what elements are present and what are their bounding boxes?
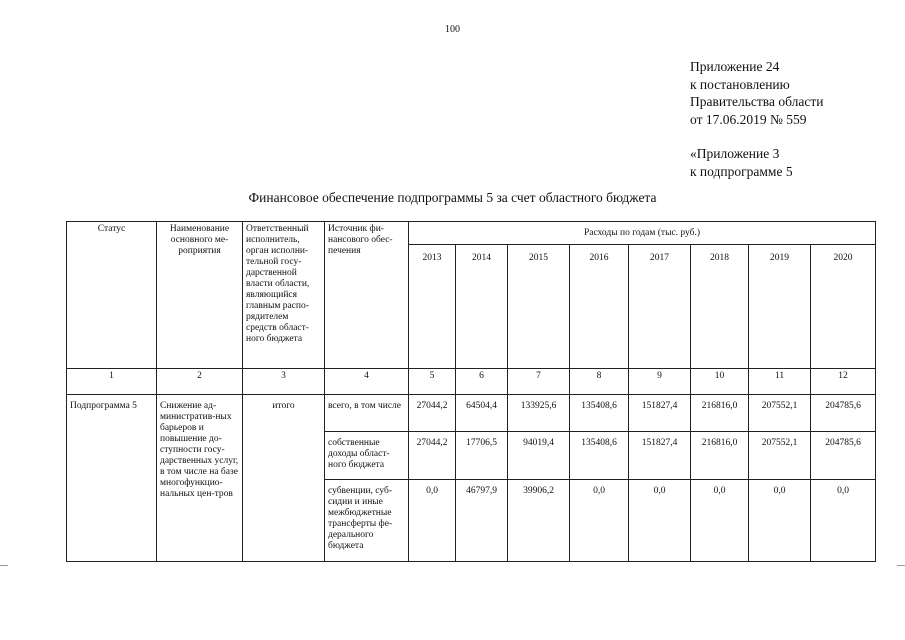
value-cell: 0,0 <box>811 480 876 562</box>
value-cell: 94019,4 <box>508 432 570 480</box>
header-source: Источник фи-нансового обес-печения <box>325 222 409 369</box>
value-cell: 204785,6 <box>811 432 876 480</box>
document-title: Финансовое обеспечение подпрограммы 5 за счет областного бюджета <box>248 190 657 205</box>
budget-table <box>66 221 876 562</box>
value-cell: 207552,1 <box>749 432 811 480</box>
header-year: 2018 <box>691 245 749 369</box>
index-cell: 7 <box>508 369 570 395</box>
value-cell: 0,0 <box>749 480 811 562</box>
annex-sub-line: «Приложение 3 <box>690 146 780 161</box>
header-year: 2014 <box>456 245 508 369</box>
table-row <box>67 395 876 432</box>
index-cell: 12 <box>811 369 876 395</box>
value-cell: 204785,6 <box>811 395 876 432</box>
value-cell: 39906,2 <box>508 480 570 562</box>
annex-line: от 17.06.2019 № 559 <box>690 111 807 127</box>
header-year: 2015 <box>508 245 570 369</box>
source-cell: всего, в том числе <box>325 395 409 432</box>
header-year: 2020 <box>811 245 876 369</box>
header-year: 2019 <box>749 245 811 369</box>
index-cell: 11 <box>749 369 811 395</box>
status-cell: Подпрограмма 5 <box>67 395 157 562</box>
value-cell: 151827,4 <box>629 395 691 432</box>
activity-cell: Снижение ад-министратив-ных барьеров и повышение до-ступности госу-дарственных услуг, в том числе на базе многофункцио-нальных цен-тров <box>157 395 243 562</box>
value-cell: 27044,2 <box>409 432 456 480</box>
value-cell: 216816,0 <box>691 432 749 480</box>
page-number: 100 <box>445 24 460 35</box>
annex-line: Правительства области <box>690 94 824 109</box>
index-cell: 10 <box>691 369 749 395</box>
header-expenses: Расходы по годам (тыс. руб.) <box>409 222 876 245</box>
index-cell: 2 <box>157 369 243 395</box>
value-cell: 0,0 <box>409 480 456 562</box>
value-cell: 133925,6 <box>508 395 570 432</box>
value-cell: 0,0 <box>691 480 749 562</box>
index-cell: 8 <box>570 369 629 395</box>
value-cell: 207552,1 <box>749 395 811 432</box>
value-cell: 135408,6 <box>570 395 629 432</box>
header-year: 2016 <box>570 245 629 369</box>
index-cell: 4 <box>325 369 409 395</box>
header-activity: Наименование основного ме-роприятия <box>157 222 243 369</box>
index-cell: 9 <box>629 369 691 395</box>
index-row <box>67 369 876 395</box>
index-cell: 5 <box>409 369 456 395</box>
scan-edge-mark <box>897 565 905 566</box>
header-status: Статус <box>67 222 157 369</box>
header-executor: Ответственный исполнитель, орган исполни-тельной госу-дарственной власти области, являющийся главным распо-рядителем средств област-ного бюджета <box>243 222 325 369</box>
source-cell: собственные доходы област-ного бюджета <box>325 432 409 480</box>
source-cell: субвенции, суб-сидии и иные межбюджетные трансферты фе-дерального бюджета <box>325 480 409 562</box>
index-cell: 1 <box>67 369 157 395</box>
scan-edge-mark <box>0 565 8 566</box>
executor-cell: итого <box>243 395 325 562</box>
header-row <box>67 222 876 245</box>
value-cell: 0,0 <box>629 480 691 562</box>
value-cell: 216816,0 <box>691 395 749 432</box>
annex-header <box>690 58 823 180</box>
value-cell: 64504,4 <box>456 395 508 432</box>
annex-line: к постановлению <box>690 76 790 92</box>
value-cell: 151827,4 <box>629 432 691 480</box>
value-cell: 27044,2 <box>409 395 456 432</box>
annex-sub-line: к подпрограмме 5 <box>690 163 793 179</box>
header-year: 2017 <box>629 245 691 369</box>
annex-line: Приложение 24 <box>690 59 780 74</box>
index-cell: 3 <box>243 369 325 395</box>
value-cell: 17706,5 <box>456 432 508 480</box>
value-cell: 46797,9 <box>456 480 508 562</box>
value-cell: 0,0 <box>570 480 629 562</box>
value-cell: 135408,6 <box>570 432 629 480</box>
header-year: 2013 <box>409 245 456 369</box>
index-cell: 6 <box>456 369 508 395</box>
